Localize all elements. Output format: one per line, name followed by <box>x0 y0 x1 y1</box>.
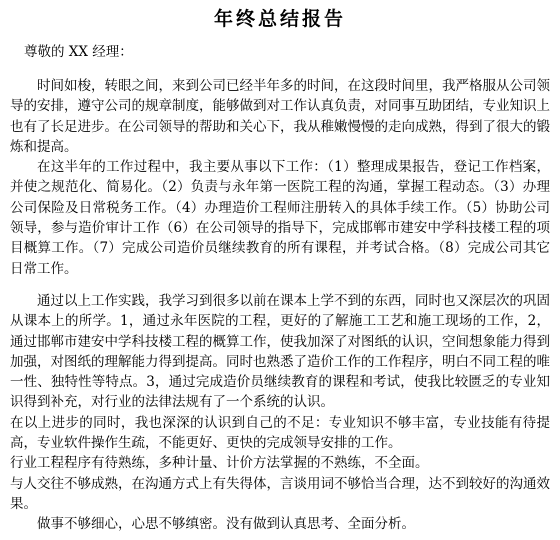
paragraph-shortcomings: 在以上进步的同时，我也深深的认识到自己的不足：专业知识不够丰富，专业技能有待提高，专业软件操作生疏，不能更好、更快的完成领导安排的工作。 <box>10 414 550 452</box>
paragraph-intro: 时间如梭，转眼之间，来到公司已经半年多的时间，在这段时间里，我严格服从公司领导的安排，遵守公司的规章制度，能够做到对工作认真负责，对同事互助团结，专业知识上也有了长足进步。在公司领导的帮助和关心下，我从稚嫩慢慢的走向成熟，得到了很大的锻炼和提高。 <box>10 78 550 155</box>
paragraph-work-list: 在这半年的工作过程中，我主要从事以下工作：（1）整理成果报告，登记工作档案，并使之规范化、简易化。（2）负责与永年第一医院工程的沟通，掌握工程动态。（3）办理公司保险及日常税务工作。（4）办理造价工程师注册转入的具体手续工作。（5）协助公司领导，参与造价审计工作（6）在公司领导的指导下，完成邯郸市建安中学科技楼工程的项目概算工作。（7）完成公司造价员继续教育的所有课程，并考试合格。（8）完成公司其它日常工作。 <box>10 159 550 277</box>
paragraph-communication: 与人交往不够成熟，在沟通方式上有失得体，言谈用词不够恰当合理，达不到较好的沟通效果。 <box>10 475 550 512</box>
document-title: 年终总结报告 <box>213 8 346 30</box>
paragraph-process: 行业工程程序有待熟练，多种计量、计价方法掌握的不熟练，不全面。 <box>10 455 429 472</box>
paragraph-carefulness: 做事不够细心，心思不够缜密。没有做到认真思考、全面分析。 <box>37 516 415 533</box>
paragraph-learning: 通过以上工作实践，我学习到很多以前在课本上学不到的东西，同时也又深层次的巩固从课本上的所学。1，通过永年医院的工程，更好的了解施工工艺和施工现场的工作，2，通过邯郸市建安中学科技楼工程的概算工作，使我加深了对图纸的认识，空间想象能力得到加强，对图纸的理解能力得到提高。同时也熟悉了造价工作的工作程序，明白不同工程的唯一性、独特性等特点。3，通过完成造价员继续教育的课程和考试，使我比较匮乏的专业知识得到补充，对行业的法律法规有了一个系统的认识。 <box>10 292 550 411</box>
document-body <box>10 76 550 535</box>
salutation: 尊敬的 XX 经理： <box>24 44 133 60</box>
